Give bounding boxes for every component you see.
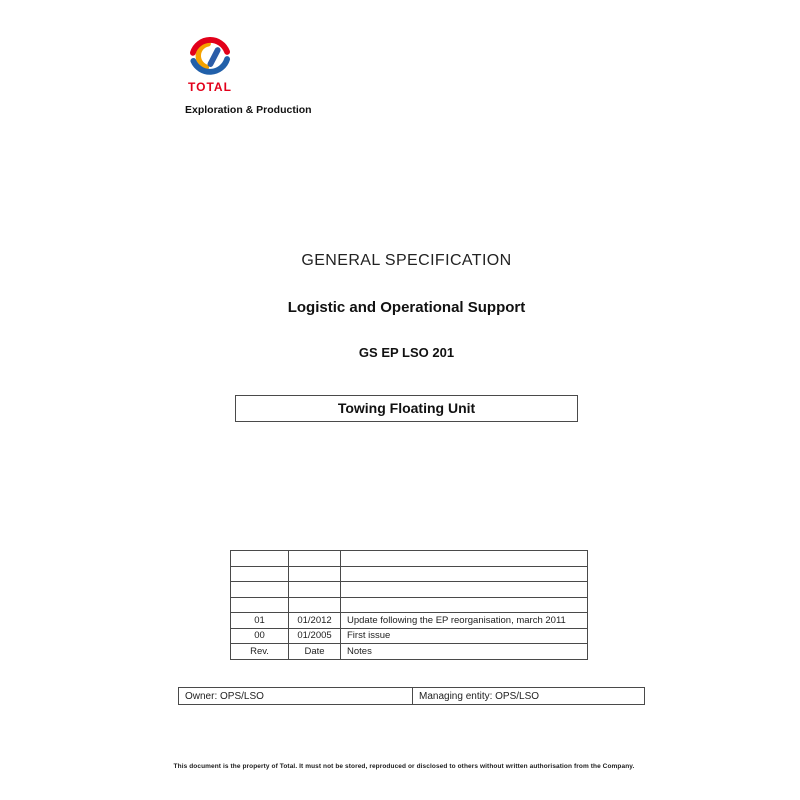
revision-cell-notes <box>341 551 588 567</box>
revision-cell-notes <box>341 597 588 613</box>
managing-entity-cell: Managing entity: OPS/LSO <box>413 688 645 705</box>
total-wordmark: TOTAL <box>188 80 232 94</box>
total-globe-icon <box>187 33 233 78</box>
revision-row <box>231 551 588 567</box>
revision-row <box>231 566 588 582</box>
revision-cell-date <box>289 551 341 567</box>
revision-row <box>231 628 588 644</box>
revision-table-body <box>231 551 588 660</box>
revision-cell-rev <box>231 566 289 582</box>
revision-cell-date: 01/2005 <box>289 628 341 644</box>
revision-cell-rev: 00 <box>231 628 289 644</box>
revision-cell-rev <box>231 582 289 598</box>
revision-cell-date: Date <box>289 644 341 660</box>
revision-cell-notes: Update following the EP reorganisation, march 2011 <box>341 613 588 629</box>
revision-cell-date <box>289 582 341 598</box>
brand-block <box>180 33 340 116</box>
discipline-title: Logistic and Operational Support <box>287 299 526 316</box>
revision-cell-notes <box>341 582 588 598</box>
revision-row <box>231 644 588 660</box>
doc-number: GS EP LSO 201 <box>358 345 455 360</box>
revision-cell-rev <box>231 551 289 567</box>
division-label: Exploration & Production <box>185 104 312 116</box>
doc-title-box <box>235 395 578 422</box>
ownership-table <box>178 687 645 705</box>
revision-cell-date <box>289 566 341 582</box>
revision-cell-rev <box>231 597 289 613</box>
doc-title: Towing Floating Unit <box>337 400 476 416</box>
revision-cell-notes <box>341 566 588 582</box>
revision-cell-rev: 01 <box>231 613 289 629</box>
ownership-row <box>179 688 645 705</box>
owner-cell: Owner: OPS/LSO <box>179 688 413 705</box>
revision-cell-date <box>289 597 341 613</box>
footer-notice: This document is the property of Total. It must not be stored, reproduced or disclosed to others without written authorisation from the Company. <box>173 763 635 770</box>
doc-type-title: GENERAL SPECIFICATION <box>301 252 512 269</box>
revision-row <box>231 597 588 613</box>
revision-table <box>230 550 588 660</box>
revision-cell-notes: First issue <box>341 628 588 644</box>
revision-cell-rev: Rev. <box>231 644 289 660</box>
revision-cell-notes: Notes <box>341 644 588 660</box>
revision-row <box>231 582 588 598</box>
revision-row <box>231 613 588 629</box>
revision-cell-date: 01/2012 <box>289 613 341 629</box>
